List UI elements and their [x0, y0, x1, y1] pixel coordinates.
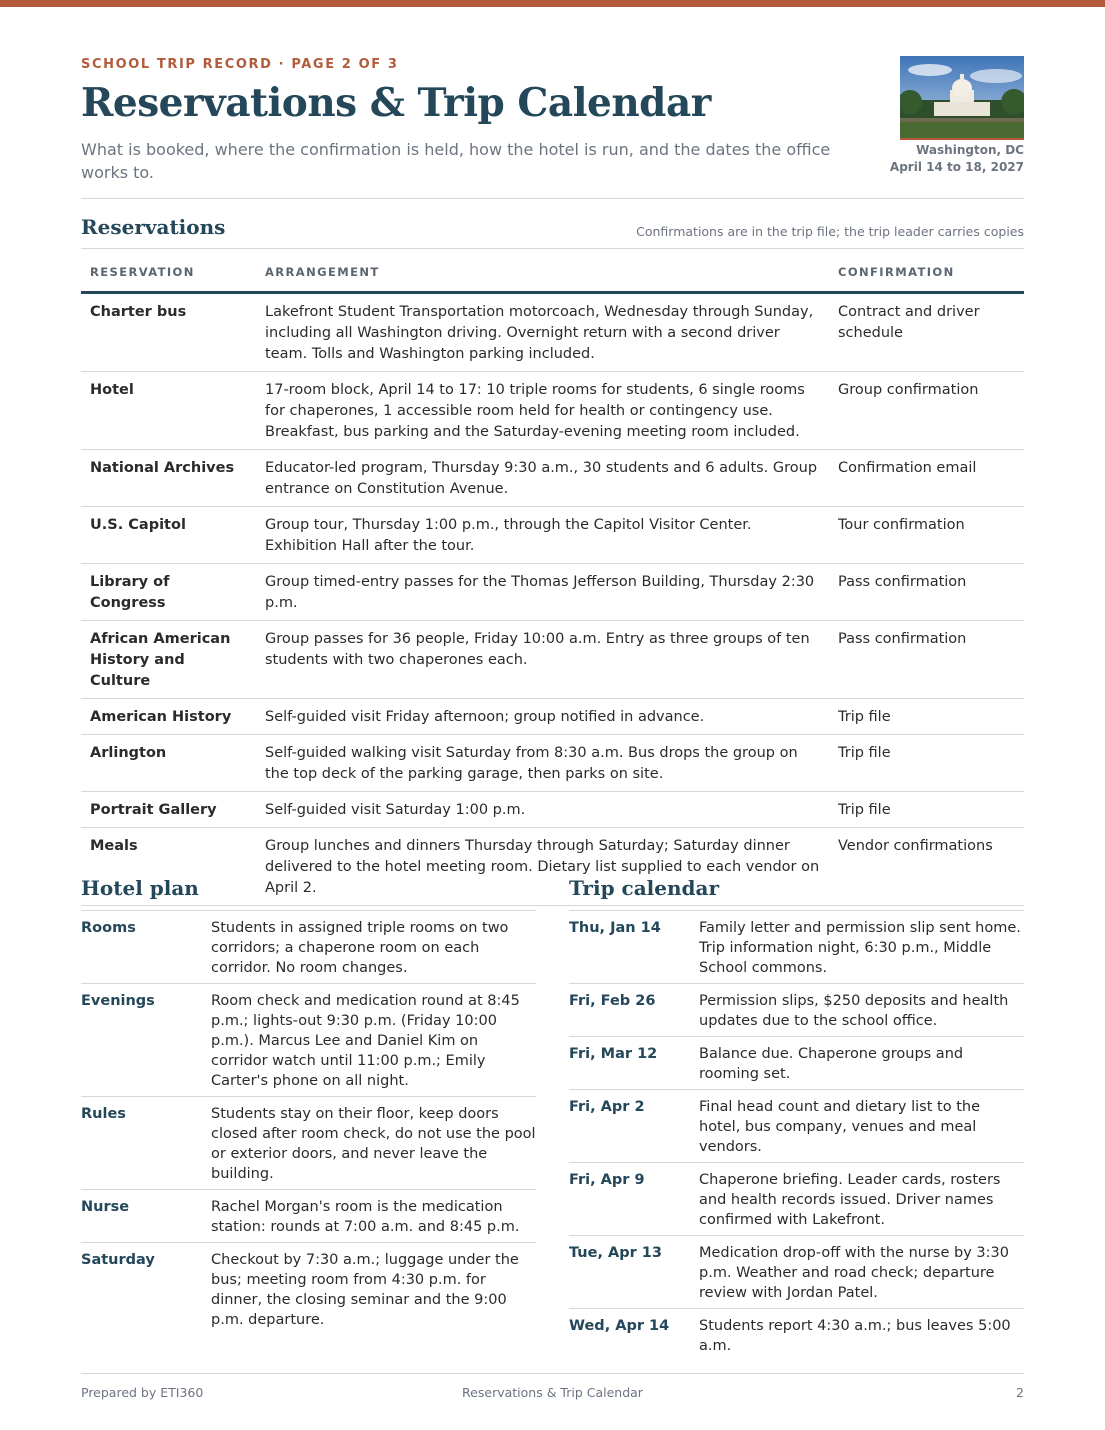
table-row — [81, 450, 1024, 507]
calendar-event: Medication drop-off with the nurse by 3:30 p.m. Weather and road check; departure review with Jordan Patel. — [699, 1236, 1024, 1309]
table-row — [81, 564, 1024, 621]
calendar-date: Thu, Jan 14 — [569, 911, 699, 984]
photo-caption-location: Washington, DC — [916, 143, 1024, 157]
list-item — [569, 1037, 1024, 1090]
list-item — [569, 1309, 1024, 1362]
photo-caption-dates: April 14 to 18, 2027 — [889, 160, 1024, 174]
reservation-name: American History — [81, 699, 256, 735]
table-row — [81, 621, 1024, 699]
hotel-plan-value: Students in assigned triple rooms on two corridors; a chaperone room on each corridor. No room changes. — [211, 911, 536, 984]
reservation-confirmation: Vendor confirmations — [829, 828, 1024, 906]
footer-doc-title: Reservations & Trip Calendar — [462, 1385, 643, 1400]
reservation-arrangement: Group timed-entry passes for the Thomas Jefferson Building, Thursday 2:30 p.m. — [256, 564, 829, 621]
trip-calendar-table — [569, 910, 1024, 1361]
list-item — [81, 1243, 536, 1336]
reservation-confirmation: Trip file — [829, 735, 1024, 792]
capitol-building-photo-icon — [900, 56, 1024, 138]
list-item — [569, 1090, 1024, 1163]
table-row — [81, 372, 1024, 450]
calendar-date: Fri, Mar 12 — [569, 1037, 699, 1090]
reservation-confirmation: Group confirmation — [829, 372, 1024, 450]
calendar-date: Fri, Feb 26 — [569, 984, 699, 1037]
calendar-event: Balance due. Chaperone groups and rooming set. — [699, 1037, 1024, 1090]
reservations-note: Confirmations are in the trip file; the trip leader carries copies — [636, 224, 1024, 239]
reservation-arrangement: Lakefront Student Transportation motorcoach, Wednesday through Sunday, including all Washington driving. Overnight return with a second driver team. Tolls and Washington parking included. — [256, 293, 829, 372]
table-row — [81, 792, 1024, 828]
calendar-event: Students report 4:30 a.m.; bus leaves 5:00 a.m. — [699, 1318, 1011, 1354]
page-title: Reservations & Trip Calendar — [81, 80, 711, 126]
footer-divider — [81, 1373, 1024, 1374]
calendar-event: Final head count and dietary list to the hotel, bus company, venues and meal vendors. — [699, 1090, 1024, 1163]
hotel-plan-value: Students stay on their floor, keep doors closed after room check, do not use the pool or exterior doors, and never leave the building. — [211, 1097, 536, 1190]
reservation-name: Portrait Gallery — [81, 792, 256, 828]
list-item — [569, 1236, 1024, 1309]
reservation-confirmation: Tour confirmation — [829, 507, 1024, 564]
list-item — [569, 1163, 1024, 1236]
reservation-name: African American History and Culture — [81, 621, 256, 699]
reservation-arrangement: Self-guided visit Saturday 1:00 p.m. — [256, 792, 829, 828]
reservation-arrangement: Educator-led program, Thursday 9:30 a.m., 30 students and 6 adults. Group entrance on Constitution Avenue. — [256, 450, 829, 507]
calendar-event: Permission slips, $250 deposits and health updates due to the school office. — [699, 984, 1024, 1037]
reservation-arrangement: Group tour, Thursday 1:00 p.m., through the Capitol Visitor Center. Exhibition Hall after the tour. — [256, 507, 829, 564]
reservation-arrangement: Self-guided walking visit Saturday from 8:30 a.m. Bus drops the group on the top deck of the parking garage, then parks on site. — [256, 735, 829, 792]
hotel-plan-key: Nurse — [81, 1190, 211, 1243]
reservation-name: Hotel — [81, 372, 256, 450]
reservation-confirmation: Confirmation email — [829, 450, 1024, 507]
column-header-confirmation: CONFIRMATION — [829, 249, 1024, 293]
reservations-table — [81, 248, 1024, 906]
hotel-plan-key: Rooms — [81, 911, 211, 984]
hotel-plan-key: Saturday — [81, 1252, 155, 1268]
list-item — [81, 984, 536, 1097]
list-item — [81, 1097, 536, 1190]
reservation-confirmation: Pass confirmation — [829, 621, 1024, 699]
table-row — [81, 507, 1024, 564]
list-item — [569, 911, 1024, 984]
reservation-name: National Archives — [81, 450, 256, 507]
calendar-event: Chaperone briefing. Leader cards, rosters and health records issued. Driver names confirmed with Lakefront. — [699, 1163, 1024, 1236]
list-item — [81, 911, 536, 984]
capitol-photo — [900, 56, 1024, 140]
list-item — [81, 1190, 536, 1243]
hotel-plan-value: Room check and medication round at 8:45 p.m.; lights-out 9:30 p.m. (Friday 10:00 p.m.). Marcus Lee and Daniel Kim on corridor watch until 11:00 p.m.; Emily Carter's phone on all night. — [211, 984, 536, 1097]
header-divider — [81, 198, 1024, 199]
reservations-title: Reservations — [81, 215, 226, 239]
footer-page-number: 2 — [1016, 1385, 1024, 1400]
hotel-plan-key: Evenings — [81, 984, 211, 1097]
table-row — [81, 699, 1024, 735]
reservation-arrangement: 17-room block, April 14 to 17: 10 triple rooms for students, 6 single rooms for chaperones, 1 accessible room held for health or contingency use. Breakfast, bus parking and the Saturday-evening meeting room included. — [256, 372, 829, 450]
trip-calendar-section — [569, 876, 1024, 1361]
reservation-arrangement: Self-guided visit Friday afternoon; group notified in advance. — [256, 699, 829, 735]
calendar-date: Fri, Apr 9 — [569, 1163, 699, 1236]
table-row — [81, 735, 1024, 792]
column-header-arrangement: ARRANGEMENT — [256, 249, 829, 293]
page-subtitle: What is booked, where the confirmation is held, how the hotel is run, and the dates the office works to. — [81, 140, 831, 182]
eyebrow-label: SCHOOL TRIP RECORD · PAGE 2 OF 3 — [81, 57, 399, 72]
calendar-date: Fri, Apr 2 — [569, 1090, 699, 1163]
column-header-reservation: RESERVATION — [81, 249, 256, 293]
reservation-confirmation: Trip file — [829, 699, 1024, 735]
reservation-arrangement: Group passes for 36 people, Friday 10:00 a.m. Entry as three groups of ten students with two chaperones each. — [256, 621, 829, 699]
hotel-plan-value: Rachel Morgan's room is the medication station: rounds at 7:00 a.m. and 8:45 p.m. — [211, 1190, 536, 1243]
table-row — [81, 293, 1024, 372]
hotel-plan-title: Hotel plan — [81, 876, 199, 900]
calendar-date: Tue, Apr 13 — [569, 1236, 699, 1309]
reservations-header-row — [81, 249, 1024, 293]
top-accent-bar — [0, 0, 1105, 7]
calendar-date: Wed, Apr 14 — [569, 1318, 670, 1334]
reservation-confirmation: Contract and driver schedule — [829, 293, 1024, 372]
reservation-name: U.S. Capitol — [81, 507, 256, 564]
hotel-plan-section — [81, 876, 536, 1335]
hotel-plan-key: Rules — [81, 1097, 211, 1190]
footer-prepared-by: Prepared by ETI360 — [81, 1385, 204, 1400]
reservation-name: Library of Congress — [81, 564, 256, 621]
reservation-confirmation: Pass confirmation — [829, 564, 1024, 621]
trip-calendar-title: Trip calendar — [569, 876, 719, 900]
reservation-confirmation: Trip file — [829, 792, 1024, 828]
reservation-name: Arlington — [81, 735, 256, 792]
reservation-arrangement: Group lunches and dinners Thursday through Saturday; Saturday dinner delivered to the hotel meeting room. Dietary list supplied to each vendor on April 2. — [256, 828, 829, 906]
photo-caption — [890, 142, 1024, 176]
hotel-plan-value: Checkout by 7:30 a.m.; luggage under the bus; meeting room from 4:30 p.m. for dinner, the closing seminar and the 9:00 p.m. departure. — [211, 1252, 519, 1328]
hotel-plan-table — [81, 910, 536, 1335]
reservation-name: Charter bus — [81, 293, 256, 372]
list-item — [569, 984, 1024, 1037]
calendar-event: Family letter and permission slip sent home. Trip information night, 6:30 p.m., Middle School commons. — [699, 911, 1024, 984]
reservation-name: Meals — [81, 828, 256, 906]
